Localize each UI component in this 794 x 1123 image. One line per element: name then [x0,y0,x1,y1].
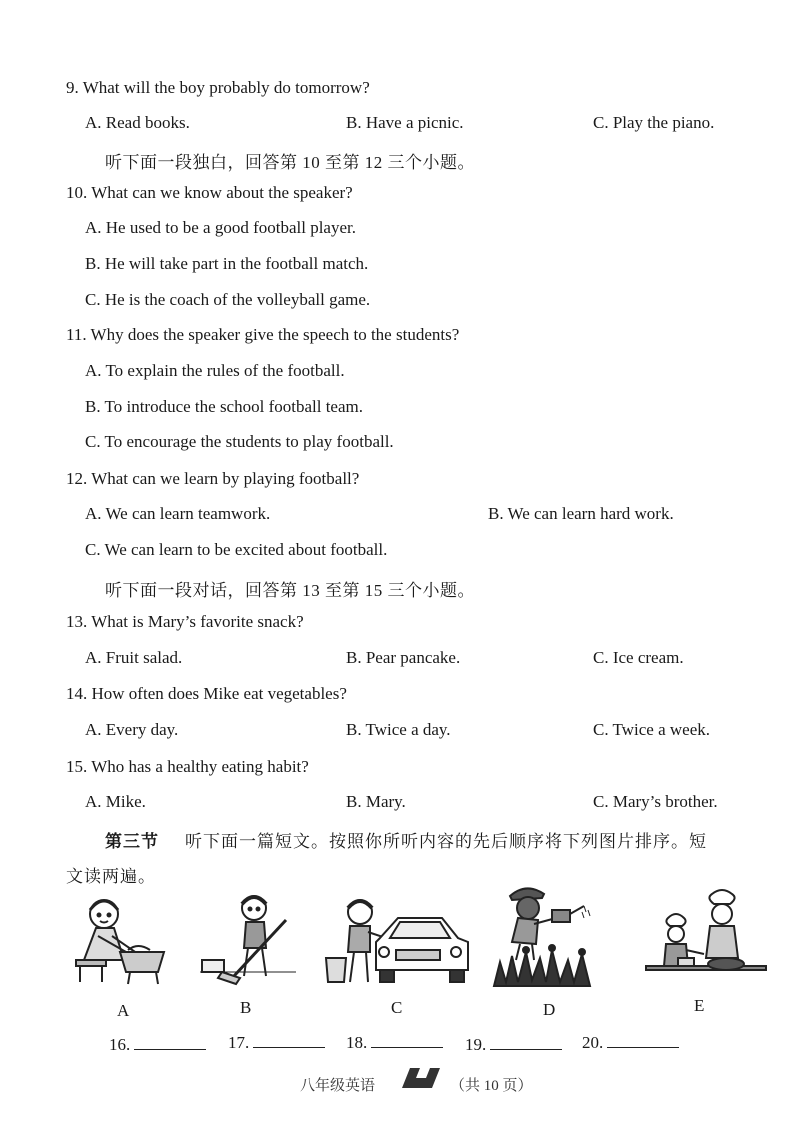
q14-option-c: C. Twice a week. [593,720,710,739]
q13-option-c: C. Ice cream. [593,648,684,667]
q14-option-b: B. Twice a day. [346,720,451,739]
q11-option-b: B. To introduce the school football team. [85,397,363,416]
answer-20-blank[interactable] [607,1033,679,1048]
q15-option-b: B. Mary. [346,792,406,811]
footer-title: 八年级英语 [300,1078,376,1094]
answer-18-blank[interactable] [371,1033,443,1048]
answer-16[interactable] [109,1035,206,1055]
q10-option-a: A. He used to be a good football player. [85,218,356,237]
girl-washing-clothes-icon [68,890,168,990]
q10-option-b: B. He will take part in the football match. [85,254,369,273]
girl-watering-plants-icon [490,882,596,990]
answer-19-blank[interactable] [490,1035,562,1050]
q12-option-a: A. We can learn teamwork. [85,504,271,523]
answer-20[interactable] [582,1033,679,1053]
dialogue-instruction: 听下面一段对话，回答第 13 至第 15 三个小题。 [105,581,475,600]
answer-18-label: 18. [346,1033,368,1052]
section3-line2: 文读两遍。 [66,867,156,886]
mother-daughter-cooking-icon [642,888,770,984]
picture-c-label: C [391,998,403,1017]
answer-19[interactable] [465,1035,562,1055]
q15-option-c: C. Mary’s brother. [593,792,718,811]
answer-16-label: 16. [109,1035,131,1054]
monologue-instruction: 听下面一段独白，回答第 10 至第 12 三个小题。 [105,153,475,172]
answer-17-blank[interactable] [253,1033,325,1048]
section3-line1: 听下面一篇短文。按照你所听内容的先后顺序将下列图片排序。短 [185,832,707,851]
q9-option-b: B. Have a picnic. [346,113,464,132]
question-13: 13. What is Mary’s favorite snack? [66,612,304,631]
footer-page-count: （共 10 页） [450,1078,533,1094]
picture-b-label: B [240,998,252,1017]
boy-washing-car-icon [324,890,474,990]
q12-option-c: C. We can learn to be excited about football. [85,540,388,559]
q13-option-b: B. Pear pancake. [346,648,461,667]
question-9: 9. What will the boy probably do tomorrow? [66,78,370,97]
q15-option-a: A. Mike. [85,792,146,811]
q11-option-c: C. To encourage the students to play football. [85,432,394,451]
question-12: 12. What can we learn by playing football? [66,469,360,488]
picture-d-label: D [543,1000,556,1019]
q9-option-c: C. Play the piano. [593,113,715,132]
q10-option-c: C. He is the coach of the volleyball game. [85,290,371,309]
boy-sweeping-floor-icon [200,890,296,986]
question-11: 11. Why does the speaker give the speech to the students? [66,325,460,344]
picture-e-label: E [694,996,705,1015]
picture-a-label: A [117,1001,130,1020]
q9-option-a: A. Read books. [85,113,190,132]
q11-option-a: A. To explain the rules of the football. [85,361,345,380]
page-number-mark-icon [398,1064,448,1088]
answer-20-label: 20. [582,1033,604,1052]
question-15: 15. Who has a healthy eating habit? [66,757,309,776]
answer-19-label: 19. [465,1035,487,1054]
answer-17-label: 17. [228,1033,250,1052]
section3-title: 第三节 [105,832,159,851]
q14-option-a: A. Every day. [85,720,179,739]
answer-17[interactable] [228,1033,325,1053]
answer-16-blank[interactable] [134,1035,206,1050]
answer-18[interactable] [346,1033,443,1053]
q12-option-b: B. We can learn hard work. [488,504,674,523]
question-10: 10. What can we know about the speaker? [66,183,353,202]
q13-option-a: A. Fruit salad. [85,648,183,667]
question-14: 14. How often does Mike eat vegetables? [66,684,347,703]
